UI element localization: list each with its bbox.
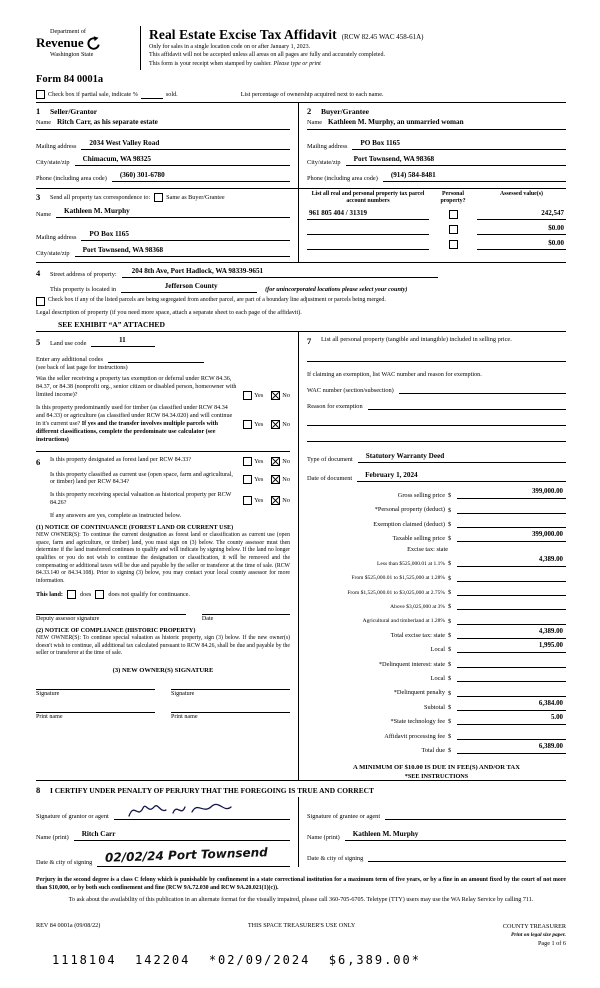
assessed-value-field[interactable]: 242,547	[477, 209, 566, 220]
name-divider	[36, 129, 290, 130]
county-treasurer-block	[503, 922, 566, 949]
grantee-print-name-field[interactable]: Kathleen M. Murphy	[345, 830, 566, 841]
same-as-buyer-checkbox[interactable]	[154, 193, 163, 202]
page-title: Real Estate Excise Tax Affidavit	[149, 27, 337, 42]
logo-state-text: Washington State	[50, 51, 94, 58]
state-tax-tier2-row: From $525,000.01 to $1,525,000 at 1.28% $	[307, 571, 566, 582]
current-use-yes-checkbox[interactable]	[243, 475, 252, 484]
personal-property-blank-line[interactable]	[307, 351, 566, 362]
personal-property-col-header: Personal property?	[440, 191, 466, 205]
wac-number-field[interactable]	[399, 383, 566, 394]
correspondence-city-field[interactable]: Port Townsend, WA 98368	[75, 246, 290, 257]
section-8-certification: 8 I CERTIFY UNDER PENALTY OF PERJURY THAT THE FOREGOING IS TRUE AND CORRECT Signature of grantor or agent Name (print) Ritch Carr Date & city of signing 02/02/24 Port Townsend Signature of grantee or agent Name (print) Kathleen M. Murphy Date & city of signing Perjury in the second degree is a class C felony which is punishable by confinement in a state correctional institution for a maximum term of five years, or by a fine in an amount fixed by the court of not more than $10,000, or by both such confinement and fine (RCW 9A.72.030 and RCW 9A.20.021(1)(c)). To ask about the availability of this publication in an alternate format for the visually impaired, please call 360-705-6705. Teletype (TTY) users may use the WA Relay Service by calling 711.	[36, 785, 566, 903]
parcel-col-header: List all real and personal property tax parcel account numbers	[311, 191, 425, 205]
section-2-buyer: 2 Buyer/Grantee Name Kathleen M. Murphy, an unmarried woman Mailing address PO Box 1165 City/state/zip Port Townsend, WA 98368 Phone (including area code) (914) 584-8481	[298, 103, 566, 188]
county-treasurer-label: COUNTY TREASURER	[502, 923, 566, 930]
forest-yes-checkbox[interactable]	[243, 457, 252, 466]
delinquent-interest-local-row: Local $	[307, 671, 566, 682]
current-use-question: Is this property classified as current use (open space, farm and agricultural, or timber) land per RCW 84.34? Yes No	[50, 471, 290, 486]
state-tax-tier4-row: Above $3,025,000 at 3% $	[307, 599, 566, 610]
land-use-code-field[interactable]: 11	[91, 336, 155, 347]
section-5-6-divider	[36, 451, 290, 452]
state-tax-tier3-value[interactable]	[457, 585, 566, 596]
taxable-selling-price-value[interactable]: 399,000.00	[457, 531, 566, 542]
personal-property-checkbox[interactable]	[449, 210, 458, 219]
delinquent-interest-local-value[interactable]	[457, 671, 566, 682]
agricultural-timberland-value[interactable]	[457, 614, 566, 625]
historic-yes-checkbox[interactable]	[243, 496, 252, 505]
type-or-print-note: Please type or print	[273, 60, 321, 67]
middle-band	[36, 332, 566, 780]
revenue-circle-arrow-icon	[86, 36, 101, 51]
section-6-classification	[36, 457, 290, 720]
historic-property-question: Is this property receiving special valuation as historical property per RCW 84.26? Yes No	[50, 492, 290, 507]
parcel-row	[307, 209, 566, 220]
exemption-claimed-value[interactable]	[457, 517, 566, 528]
gross-selling-price-row: Gross selling price $ 399,000.00	[307, 488, 566, 499]
subtotal-value[interactable]: 6,384.00	[457, 700, 566, 711]
notice-of-compliance-body: NEW OWNER(S): To continue special valuation as historic property, sign (3) below. If the new owner(s) doesn't wish to continue, all additional tax calculated pursuant to RCW 84.26, shall be due and payable by the seller or transferor at the time of sale.	[36, 635, 290, 657]
partial-sale-label: Check box if partial sale, indicate %	[48, 91, 138, 99]
section-3-correspondence: 3 Send all property tax correspondence to: Same as Buyer/Grantee Name Kathleen M. Murphy Mailing address PO Box 1165 City/state/zip Port Townsend, WA 98368	[36, 189, 298, 262]
legal-description-value[interactable]: SEE EXHIBIT “A” ATTACHED	[58, 320, 165, 330]
subtotal-row: Subtotal $ 6,384.00	[307, 700, 566, 711]
current-use-no-checkbox[interactable]	[271, 475, 280, 484]
exemption-blank-line[interactable]	[307, 431, 566, 442]
section-1-seller: 1 Seller/Grantor Name Ritch Carr, as his separate estate Mailing address 2034 West Valley Road City/state/zip Chimacum, WA 98325 Phone (including area code) (360) 301-6780	[36, 103, 298, 188]
seller-name[interactable]: Ritch Carr, as his separate estate	[57, 118, 158, 127]
grantee-signature-block: Signature of grantee or agent Name (print) Kathleen M. Murphy Date & city of signing	[298, 797, 566, 867]
if-yes-note: If any answers are yes, complete as instructed below.	[50, 512, 182, 520]
total-excise-local-value[interactable]: 1,995.00	[457, 642, 566, 653]
name-divider	[307, 129, 566, 130]
deputy-assessor-signature-field[interactable]: Deputy assessor signature	[36, 614, 186, 622]
ownership-percentage-note: List percentage of ownership acquired next to each name.	[240, 91, 384, 99]
state-tax-tier1-value[interactable]: 4,389.00	[457, 556, 566, 567]
taxable-selling-price-row: Taxable selling price $ 399,000.00	[307, 531, 566, 542]
buyer-title: Buyer/Grantee	[321, 107, 369, 117]
notice-of-compliance-title: (2) NOTICE OF COMPLIANCE (HISTORIC PROPERTY)	[36, 627, 196, 635]
delinquent-interest-state-value[interactable]	[457, 657, 566, 668]
segregated-checkbox[interactable]	[36, 297, 45, 306]
does-not-qualify-checkbox[interactable]	[95, 590, 104, 599]
notice-of-continuance-title: (1) NOTICE OF CONTINUANCE (FOREST LAND OR CURRENT USE)	[36, 524, 234, 532]
additional-codes-field[interactable]	[108, 352, 204, 363]
affidavit-processing-fee-row: Affidavit processing fee $	[307, 729, 566, 740]
legal-size-note: Print on legal size paper.	[511, 932, 566, 939]
county-note: (for unincorporated locations please select your county)	[265, 286, 408, 294]
perjury-certification-heading: I CERTIFY UNDER PENALTY OF PERJURY THAT THE FOREGOING IS TRUE AND CORRECT	[50, 786, 374, 796]
buyer-city-field[interactable]: Port Townsend, WA 98368	[346, 155, 566, 166]
exemption-intro: If claiming an exemption, list WAC number and reason for exemption.	[307, 371, 482, 379]
parcel-number-field[interactable]: 961 805 404 / 31319	[307, 209, 429, 220]
personal-property-deduct-value[interactable]	[457, 503, 566, 514]
parcel-table-panel	[298, 189, 566, 262]
exemption-claimed-row: Exemption claimed (deduct) $	[307, 517, 566, 528]
does-qualify-checkbox[interactable]	[67, 590, 76, 599]
perjury-statute-note: Perjury in the second degree is a class C felony which is punishable by confinement in a state correctional institution for a maximum term of five years, or by a fine in an amount fixed by the court of not more than $10,000, or by both such confinement and fine (RCW 9A.72.030 and RCW 9A.20.021(1)(c)).	[36, 877, 566, 891]
grantor-signature	[126, 799, 236, 821]
partial-sale-suffix: sold.	[165, 91, 178, 99]
parcel-number-field[interactable]	[307, 224, 429, 235]
document-type-field[interactable]: Statutory Warranty Deed	[358, 452, 566, 463]
dor-logo	[36, 26, 140, 70]
new-owner-print-name-field-2[interactable]: Print name	[171, 712, 290, 720]
total-due-row: Total due $ 6,389.00	[307, 743, 566, 754]
forest-no-checkbox[interactable]	[271, 457, 280, 466]
grantor-signature-block: Signature of grantor or agent Name (print) Ritch Carr Date & city of signing 02/02/24 Port Townsend	[36, 797, 298, 867]
exemption-blank-line[interactable]	[307, 415, 566, 426]
alternate-format-note: To ask about the availability of this publication in an alternate format for the visually impaired, please call 360-705-6705. Teletype (TTY) users may use the WA Relay Service by calling 711.	[68, 896, 534, 903]
street-address-field[interactable]: 204 8th Ave, Port Hadlock, WA 98339-9651	[122, 267, 438, 278]
header-note-3: This form is your receipt when stamped by cashier. Please type or print	[149, 60, 321, 67]
assessed-value-field[interactable]: $0.00	[477, 224, 566, 235]
deputy-assessor-date-field[interactable]: Date	[202, 614, 290, 622]
seller-buyer-band	[36, 103, 566, 188]
same-as-buyer-label: Same as Buyer/Grantee	[166, 193, 225, 201]
section-divider	[36, 262, 566, 263]
personal-property-intro: List all personal property (tangible and intangible) included in selling price.	[321, 336, 512, 344]
current-use-answer: Yes No	[243, 472, 290, 488]
historic-no-checkbox[interactable]	[271, 496, 280, 505]
partial-sale-checkbox[interactable]	[36, 90, 45, 99]
document-date-field[interactable]: February 1, 2024	[357, 471, 566, 482]
forest-land-question: 6 Is this property designated as forest land per RCW 84.33? Yes No	[36, 456, 290, 467]
total-excise-state-value[interactable]: 4,389.00	[457, 628, 566, 639]
grantee-signature-field[interactable]	[385, 809, 566, 820]
county-field[interactable]: Jefferson County	[121, 282, 257, 293]
grantor-date-city-field[interactable]	[97, 845, 290, 867]
affidavit-processing-fee-value[interactable]	[457, 729, 566, 740]
page-title-rcw: (RCW 82.45 WAC 458-61A)	[341, 33, 424, 41]
timber-use-question: Is this property predominantly used for timber (as classified under RCW 84.34 and 84.33) or agriculture (as classified under RCW 84.34.020) and will continue in it's current use? If yes and the transfer involves multiple parcels with different classifications, complete the predominate use calculator (see instructions) Yes No	[36, 404, 290, 443]
left-column	[36, 332, 298, 780]
logo-revenue-text: Revenue	[36, 35, 84, 50]
seller-city-field[interactable]: Chimacum, WA 98325	[75, 155, 290, 166]
exemption-reason-field[interactable]	[368, 399, 566, 410]
logo-department-text: Department of	[50, 28, 86, 35]
parcel-row	[307, 224, 566, 235]
new-owner-signature-field-2[interactable]: Signature	[171, 689, 290, 697]
parcel-row	[307, 239, 566, 250]
gross-selling-price-value[interactable]: 399,000.00	[457, 488, 566, 499]
rev-number: REV 84 0001a (09/08/22)	[36, 922, 101, 929]
personal-property-checkbox[interactable]	[449, 240, 458, 249]
new-owner-print-name-field-1[interactable]: Print name	[36, 712, 155, 720]
state-tax-tier4-value[interactable]	[457, 599, 566, 610]
buyer-name[interactable]: Kathleen M. Murphy, an unmarried woman	[328, 118, 464, 127]
parcel-number-field[interactable]	[307, 239, 429, 250]
state-tax-tier2-value[interactable]	[457, 571, 566, 582]
delinquent-penalty-value[interactable]	[457, 686, 566, 697]
exemption-no-checkbox[interactable]	[271, 391, 280, 400]
timber-no-checkbox[interactable]	[271, 420, 280, 429]
state-technology-fee-row: *State technology fee $ 5.00	[307, 714, 566, 725]
form-title-block	[140, 26, 566, 70]
correspondence-band	[36, 189, 566, 262]
grantor-date-city-handwriting: 02/02/24 Port Townsend	[105, 845, 269, 866]
personal-property-checkbox[interactable]	[449, 225, 458, 234]
treasurer-space-label: THIS SPACE TREASURER'S USE ONLY	[247, 922, 356, 929]
exemption-yes-checkbox[interactable]	[243, 391, 252, 400]
delinquent-penalty-row: *Delinquent penalty $	[307, 686, 566, 697]
new-owner-signature-heading: (3) NEW OWNER(S) SIGNATURE	[112, 667, 214, 675]
correspondence-mailing-field[interactable]: PO Box 1165	[81, 230, 290, 241]
new-owner-signature-field-1[interactable]: Signature	[36, 689, 155, 697]
delinquent-interest-state-row: *Delinquent interest: state $	[307, 657, 566, 668]
timber-use-answer: Yes No	[243, 420, 290, 429]
seller-title: Seller/Grantor	[50, 107, 98, 117]
state-tax-tier3-row: From $1,525,000.01 to $3,025,000 at 2.75% $	[307, 585, 566, 596]
buyer-mailing-field[interactable]: PO Box 1165	[352, 139, 566, 150]
continuance-qualify-row: This land: does does not qualify for continuance.	[36, 591, 190, 599]
excise-tax-state-header: Excise tax: state	[407, 545, 448, 553]
grantee-date-city-field[interactable]	[368, 851, 566, 862]
see-instructions-note: *SEE INSTRUCTIONS	[404, 773, 469, 781]
total-due-value[interactable]: 6,389.00	[457, 743, 566, 754]
section-4-property: 4 Street address of property: 204 8th Ave, Port Hadlock, WA 98339-9651 This property is located in Jefferson County (for unincorporated locations please select your county) Check box if any of the listed parcels are being segregated from another parcel, are part of a boundary line adjustment or parcels being merged. Legal description of property (if you need more space, attach a separate sheet to each page of the affidavit). SEE EXHIBIT “A” ATTACHED	[36, 267, 566, 329]
header-note-2: This affidavit will not be accepted unless all areas on all pages are fully and accurately completed.	[149, 52, 385, 59]
buyer-phone-field[interactable]: (914) 584-8481	[383, 171, 566, 182]
section-7-sale-details: 7 List all personal property (tangible and intangible) included in selling price. If claiming an exemption, list WAC number and reason for exemption. WAC number (section/subsection) Reason for exemption Type of document Statutory Warranty Deed Date of document February 1, 2024 Gross selling price $ 399,000.00 *Personal property (deduct) $ Exemption claimed (deduct) $ Taxable selling price $ 399,000.00 Excise tax: state Less than $525,000.01 at 1.1% $ 4,389.00 From $525,000.01 to $1,525,000 at 1.28% $ From $1,525,000.01 to $3,025,000 at 2.75% $ Above $3,025,000 at 3% $ Agricultural and timberland at 1.28% $ Total excise tax: state $ 4,389.00 Local $ 1,995.00 *Delinquent interest: state $ Local $ *Delinquent penalty $ Subtotal $ 6,384.00 *State technology fee $ 5.00 Affidavit processing fee $ Total due $ 6,389.00 A MINIMUM OF $10.00 IS DUE IN FEE(S) AND/OR TAX *SEE INSTRUCTIONS	[298, 332, 566, 780]
partial-sale-row	[36, 90, 566, 99]
correspondence-name-field[interactable]: Kathleen M. Murphy	[56, 207, 290, 218]
correspondence-intro: Send all property tax correspondence to:	[50, 193, 151, 201]
form-number: Form 84 0001a	[36, 74, 104, 86]
seller-phone-field[interactable]: (360) 301-6780	[112, 171, 290, 182]
seller-mailing-field[interactable]: 2034 West Valley Road	[81, 139, 290, 150]
cashier-receipt-stamp: 1118104 142204 *02/09/2024 $6,389.00*	[52, 953, 421, 967]
assessed-value-field[interactable]: $0.00	[477, 239, 566, 250]
grantor-print-name-field[interactable]: Ritch Carr	[74, 830, 290, 841]
total-excise-state-row: Total excise tax: state $ 4,389.00	[307, 628, 566, 639]
grantor-signature-field[interactable]	[114, 809, 290, 820]
page-footer	[36, 922, 566, 949]
agricultural-timberland-row: Agricultural and timberland at 1.28% $	[307, 614, 566, 625]
tax-exemption-answer: Yes No	[243, 391, 290, 400]
notice-of-continuance-body: NEW OWNER(S): To continue the current designation as forest land or classification as current use (open space, farm and agriculture, or timber) land, you must sign on (3) below. The county assessor must then determine if the land transferred continues to qualify and will indicate by signing below. If the land no longer qualifies or you do not wish to continue the designation or classification, it will be removed and the compensating or additional taxes will be due and payable by the seller or transferor at the time of sale. (RCW 84.33.140 or 84.34.108). Prior to signing (3) below, you may contact your local county assessor for more information.	[36, 532, 290, 584]
predominate-use-note: If yes and the transfer involves multiple parcels with different classifications, complete the predominate use calculator (see instructions)	[36, 420, 218, 443]
personal-property-deduct-row: *Personal property (deduct) $	[307, 503, 566, 514]
parcel-table	[307, 191, 566, 250]
form-header	[36, 26, 566, 70]
land-use-instructions-note: (see back of last page for instructions)	[36, 365, 128, 372]
assessed-value-col-header: Assessed value(s)	[499, 191, 544, 198]
header-note-1: Only for sales in a single location code on or after January 1, 2023.	[149, 44, 311, 50]
total-excise-local-row: Local $ 1,995.00	[307, 642, 566, 653]
state-tax-tier1-row: Less than $525,000.01 at 1.1% $ 4,389.00	[307, 556, 566, 567]
page-indicator: Page 1 of 6	[537, 940, 566, 948]
timber-yes-checkbox[interactable]	[243, 420, 252, 429]
historic-property-answer: Yes No	[243, 492, 290, 508]
segregated-label: Check box if any of the listed parcels are being segregated from another parcel, are part of a boundary line adjustment or parcels being merged.	[48, 297, 386, 304]
partial-sale-percent-field[interactable]	[141, 91, 163, 99]
forest-land-answer: Yes No	[243, 457, 290, 467]
section-divider	[36, 780, 566, 781]
section-5-land-use: 5 Land use code 11 Enter any additional codes (see back of last page for instructions) Was the seller receiving a property tax exemption or deferral under RCW 84.36, 84.37, or 84.38 (nonprofit org., senior citizen or disabled person, homeowner with limited income)? Yes No Is this property predominantly used for timber (as classified under RCW 84.34 and 84.33) or agriculture (as classified under RCW 84.34.020) and will continue in it's current use? If yes and the transfer involves multiple parcels with different classifications, complete the predominate use calculator (see instructions) Yes No	[36, 336, 290, 443]
state-technology-fee-value[interactable]: 5.00	[457, 714, 566, 725]
minimum-fee-note: A MINIMUM OF $10.00 IS DUE IN FEE(S) AND/OR TAX	[353, 764, 520, 772]
tax-exemption-question: Was the seller receiving a property tax exemption or deferral under RCW 84.36, 84.37, or 84.38 (nonprofit org., senior citizen or disabled person, homeowner with limited income)? Yes No	[36, 376, 290, 399]
legal-description-label: Legal description of property (if you need more space, attach a separate sheet to each page of the affidavit).	[36, 309, 302, 317]
